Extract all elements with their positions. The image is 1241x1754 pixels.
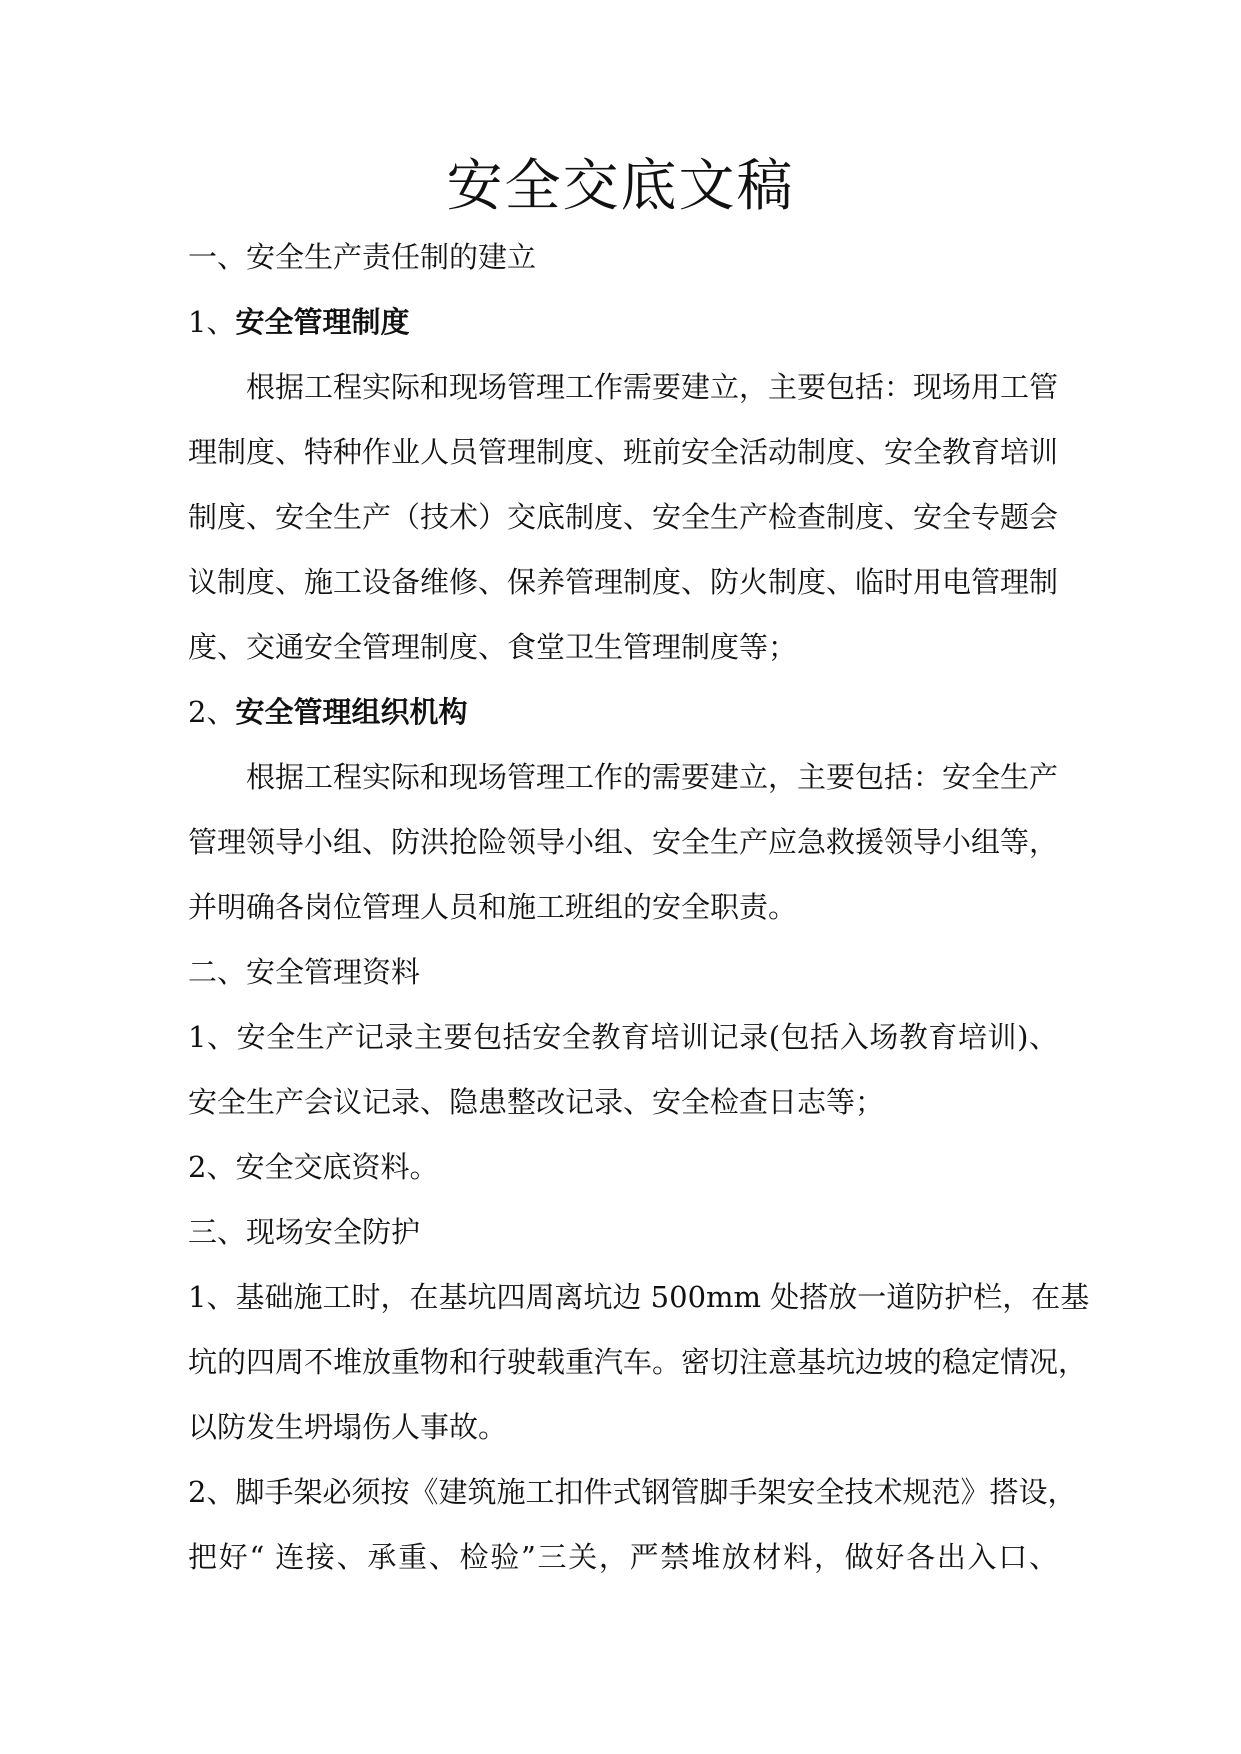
paragraph-line: 根据工程实际和现场管理工作的需要建立，主要包括：安全生产 — [246, 760, 1059, 794]
paragraph-line: 管理领导小组、防洪抢险领导小组、安全生产应急救援领导小组等， — [188, 825, 1059, 859]
subsection-heading-1-2: 2、安全管理组织机构 — [188, 695, 468, 729]
paragraph-line: 度、交通安全管理制度、食堂卫生管理制度等； — [188, 630, 798, 664]
paragraph-line: 安全生产会议记录、隐患整改记录、安全检查日志等； — [188, 1085, 885, 1119]
document-body — [188, 225, 1090, 1590]
paragraph-line: 根据工程实际和现场管理工作需要建立，主要包括：现场用工管 — [246, 370, 1059, 404]
section-heading-2: 二、安全管理资料 — [188, 955, 421, 989]
paragraph-line: 把好“ 连接、承重、检验”三关，严禁堆放材料，做好各出入口、 — [188, 1540, 1058, 1574]
document-title: 安全交底文稿 — [446, 154, 795, 219]
section-heading-3: 三、现场安全防护 — [188, 1215, 421, 1249]
paragraph-line: 并明确各岗位管理人员和施工班组的安全职责。 — [188, 890, 798, 924]
paragraph-line: 坑的四周不堆放重物和行驶载重汽车。密切注意基坑边坡的稳定情况， — [188, 1345, 1088, 1379]
paragraph-line: 理制度、特种作业人员管理制度、班前安全活动制度、安全教育培训 — [188, 435, 1059, 469]
paragraph-line: 1、基础施工时，在基坑四周离坑边 500mm 处搭放一道防护栏，在基 — [188, 1280, 1090, 1314]
paragraph-line: 2、安全交底资料。 — [188, 1150, 439, 1184]
paragraph-line: 以防发生坍塌伤人事故。 — [188, 1410, 508, 1444]
subsection-heading-1-1: 1、安全管理制度 — [188, 305, 410, 339]
section-heading-1: 一、安全生产责任制的建立 — [188, 240, 537, 274]
subsection-heading-1-1-text: 安全管理制度 — [235, 305, 410, 339]
paragraph-line: 议制度、施工设备维修、保养管理制度、防火制度、临时用电管理制 — [188, 565, 1059, 599]
subsection-heading-1-2-text: 安全管理组织机构 — [235, 695, 468, 729]
paragraph-line: 1、安全生产记录主要包括安全教育培训记录(包括入场教育培训)、 — [188, 1020, 1058, 1054]
paragraph-line: 制度、安全生产（技术）交底制度、安全生产检查制度、安全专题会 — [188, 500, 1059, 534]
paragraph-line: 2、脚手架必须按《建筑施工扣件式钢管脚手架安全技术规范》搭设， — [188, 1475, 1077, 1509]
